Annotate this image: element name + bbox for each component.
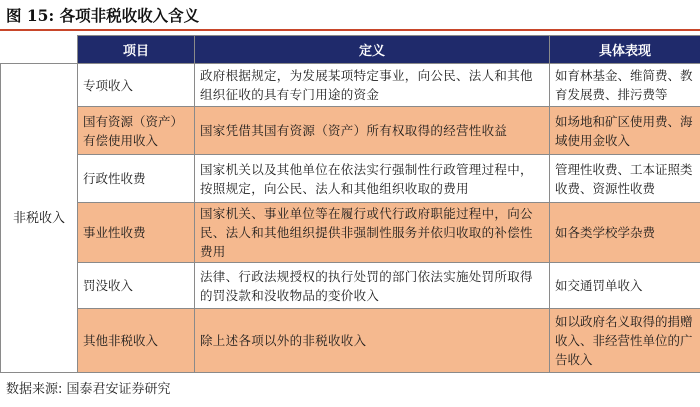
header-definition: 定义 [195,36,550,64]
category-cell: 非税收入 [1,64,78,373]
row-item: 其他非税收入 [78,309,195,373]
row-item: 行政性收费 [78,155,195,203]
row-item: 国有资源（资产）有偿使用收入 [78,107,195,155]
row-item: 罚没收入 [78,263,195,309]
row-examples: 如场地和矿区使用费、海域使用金收入 [550,107,700,155]
table-row [1,309,700,373]
table-row [1,263,700,309]
source-note: 数据来源: 国泰君安证券研究 [6,382,171,397]
table-row [1,203,700,263]
title-divider [0,29,700,31]
row-examples: 如交通罚单收入 [550,263,700,309]
header-examples: 具体表现 [550,36,700,64]
row-item: 事业性收费 [78,203,195,263]
non-tax-revenue-table [0,35,700,373]
row-examples: 管理性收费、工本证照类收费、资源性收费 [550,155,700,203]
row-examples: 如以政府名义取得的捐赠收入、非经营性单位的广告收入 [550,309,700,373]
row-definition: 国家机关、事业单位等在履行或代行政府职能过程中，向公民、法人和其他组织提供非强制性服务并依归收取的补偿性费用 [195,203,550,263]
table-row [1,107,700,155]
row-definition: 国家凭借其国有资源（资产）所有权取得的经营性收益 [195,107,550,155]
row-definition: 法律、行政法规授权的执行处罚的部门依法实施处罚所取得的罚没款和没收物品的变价收入 [195,263,550,309]
row-definition: 政府根据规定，为发展某项特定事业，向公民、法人和其他组织征收的具有专门用途的资金 [195,64,550,107]
figure-title: 图 15: 各项非税收收入含义 [6,6,200,25]
row-examples: 如育林基金、维简费、教育发展费、排污费等 [550,64,700,107]
table-row [1,155,700,203]
row-examples: 如各类学校学杂费 [550,203,700,263]
header-item: 项目 [78,36,195,64]
header-blank-cell [1,36,78,64]
row-item: 专项收入 [78,64,195,107]
row-definition: 国家机关以及其他单位在依法实行强制性行政管理过程中，按照规定，向公民、法人和其他组织收取的费用 [195,155,550,203]
header-row [1,36,700,64]
table-row [1,64,700,107]
row-definition: 除上述各项以外的非税收收入 [195,309,550,373]
